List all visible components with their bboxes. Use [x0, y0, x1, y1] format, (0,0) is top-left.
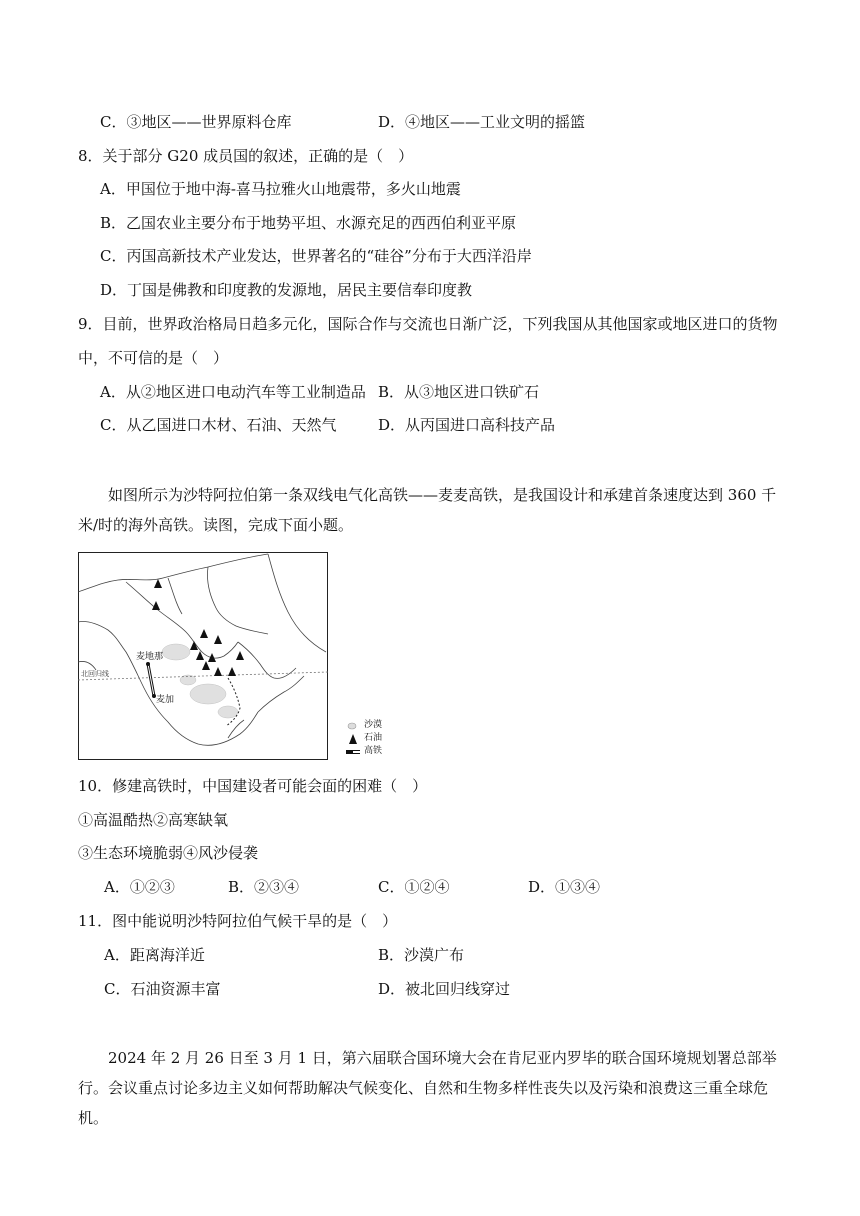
- q11-option-d: D．被北回归线穿过: [378, 980, 511, 998]
- q8-stem: 8．关于部分 G20 成员国的叙述，正确的是（ ）: [78, 147, 414, 165]
- label-mecca: 麦加: [156, 695, 175, 705]
- intro-paragraph-unea: 2024 年 2 月 26 日至 3 月 1 日，第六届联合国环境大会在肯尼亚内罗毕的联合国环境规划署总部举行。会议重点讨论多边主义如何帮助解决气候变化、自然和生物多样性丧失以及污染和浪费这三重全球危机。: [78, 1049, 777, 1127]
- medina-dot: [146, 662, 150, 666]
- q8-option-a: A．甲国位于地中海-喜马拉雅火山地震带，多火山地震: [100, 180, 461, 198]
- q11-option-b: B．沙漠广布: [378, 946, 465, 964]
- q9-option-d: D．从丙国进口高科技产品: [378, 416, 556, 434]
- q11-option-c: C．石油资源丰富: [104, 980, 221, 998]
- railway-icon: [346, 746, 360, 758]
- label-tropic: 北回归线: [81, 670, 109, 678]
- map-figure: [78, 552, 328, 760]
- q10-option-d: D．①③④: [528, 878, 601, 896]
- q10-option-a: A．①②③: [104, 878, 175, 896]
- q10-option-b: B．②③④: [228, 878, 300, 896]
- legend-railway-label: 高铁: [364, 746, 383, 756]
- q10-line2: ③生态环境脆弱④风沙侵袭: [78, 844, 259, 862]
- q7-option-c: C．③地区——世界原料仓库: [100, 113, 292, 131]
- q8-option-b: B．乙国农业主要分布于地势平坦、水源充足的西西伯利亚平原: [100, 214, 517, 232]
- q8-option-c: C．丙国高新技术产业发达，世界著名的“硅谷”分布于大西洋沿岸: [100, 247, 532, 265]
- q7-option-d: D．④地区——工业文明的摇篮: [378, 113, 586, 131]
- legend-railway: [346, 745, 382, 758]
- intro-paragraph-railway: 如图所示为沙特阿拉伯第一条双线电气化高铁——麦麦高铁，是我国设计和承建首条速度达到 360 千米/时的海外高铁。读图，完成下面小题。: [78, 486, 777, 534]
- q9-option-c: C．从乙国进口木材、石油、天然气: [100, 416, 337, 434]
- desert-icon: [346, 720, 360, 732]
- q9-option-b: B．从③地区进口铁矿石: [378, 383, 540, 401]
- q10-line1: ①高温酷热②高寒缺氧: [78, 811, 229, 829]
- q10-option-c: C．①②④: [378, 878, 450, 896]
- oil-icon: [346, 733, 360, 745]
- q9-option-a: A．从②地区进口电动汽车等工业制造品: [100, 383, 366, 401]
- q11-option-a: A．距离海洋近: [104, 946, 205, 964]
- map-legend: [346, 719, 382, 758]
- q9-stem-line1: 9．目前，世界政治格局日趋多元化，国际合作与交流也日渐广泛，下列我国从其他国家或地区进口的货物: [78, 315, 778, 333]
- map-svg: [78, 552, 328, 760]
- q9-stem-line2: 中，不可信的是（ ）: [78, 349, 229, 367]
- legend-desert-label: 沙漠: [364, 720, 383, 730]
- legend-desert: [346, 719, 382, 732]
- q8-option-d: D．丁国是佛教和印度教的发源地，居民主要信奉印度教: [100, 281, 473, 299]
- legend-oil-label: 石油: [364, 733, 383, 743]
- label-medina: 麦地那: [136, 652, 164, 662]
- q10-stem: 10．修建高铁时，中国建设者可能会面的困难（ ）: [78, 777, 428, 795]
- legend-oil: [346, 732, 382, 745]
- q11-stem: 11．图中能说明沙特阿拉伯气候干旱的是（ ）: [78, 912, 398, 930]
